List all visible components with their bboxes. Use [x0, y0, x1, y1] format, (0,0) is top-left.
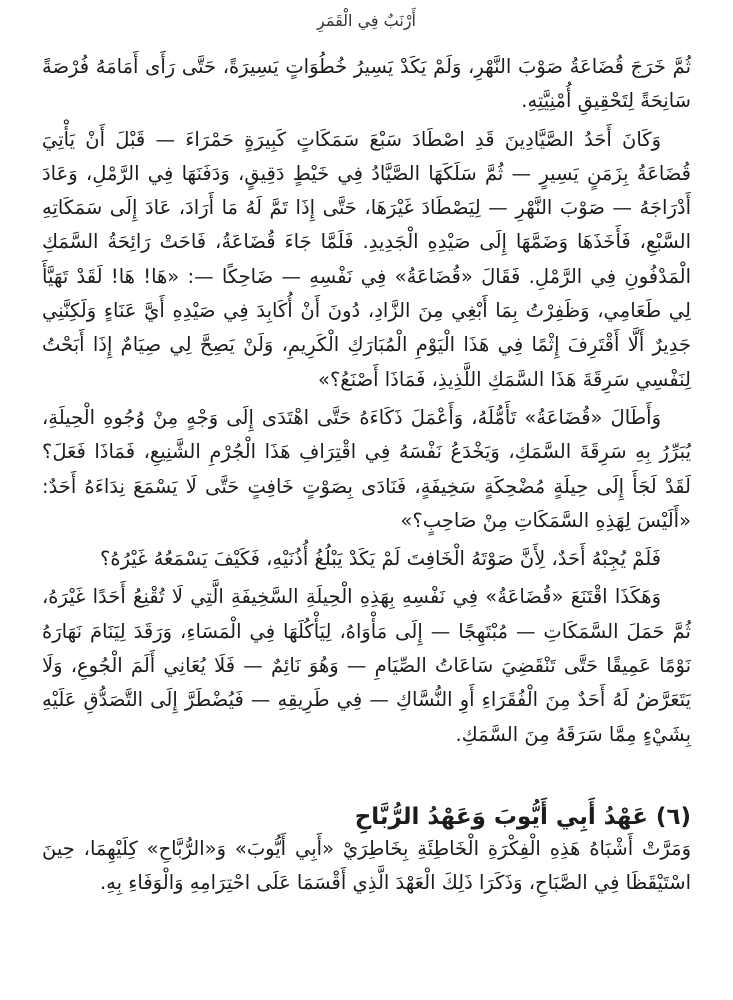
body-text — [42, 50, 691, 756]
section-paragraph: وَمَرَّتْ أَشْبَاهُ هَذِهِ الْفِكْرَةِ الْخَاطِئَةِ بِخَاطِرَيْ «أَبِي أَيُّوبَ» وَ«الرُّبَّاحِ» كِلَيْهِمَا، حِينَ اسْتَيْقَظَا فِي الصَّبَاحِ، وَذَكَرَا ذَلِكَ الْعَهْدَ الَّذِي أَقْسَمَا عَلَى احْتِرَامِهِ وَالْوَفَاءِ بِهِ. — [42, 837, 691, 895]
running-head: أَرْنَبٌ فِي الْقَمَرِ — [317, 11, 416, 30]
paragraph-2: وَكَانَ أَحَدُ الصَّيَّادِينَ قَدِ اصْطَادَ سَبْعَ سَمَكَاتٍ كَبِيرَةٍ حَمْرَاءَ — قَبْلَ أَنْ يَأْتِيَ قُضَاعَةُ بِزَمَنٍ يَسِيرٍ — ثُمَّ سَلَكَهَا الصَّيَّادُ فِي خَيْطٍ دَقِيقٍ، وَدَفَنَهَا فِي الرَّمْلِ، وَعَادَ أَدْرَاجَهُ — صَوْبَ النَّهْرِ — لِيَصْطَادَ غَيْرَهَا، حَتَّى إِذَا تَمَّ لَهُ مَا أَرَادَ، عَادَ إِلَى سَمَكَاتِهِ السَّبْعِ، فَأَخَذَهَا وَضَمَّهَا إِلَى صَيْدِهِ الْجَدِيدِ. فَلَمَّا جَاءَ قُضَاعَةُ، فَاحَتْ رَائِحَةُ السَّمَكِ الْمَدْفُونِ فِي الرَّمْلِ. فَقَالَ «قُضَاعَةُ» فِي نَفْسِهِ — ضَاحِكًا —: «هَا! هَا! لَقَدْ تَهَيَّأَ لِي طَعَامِي، وَظَفِرْتُ بِمَا أَبْغِي مِنَ الزَّادِ، دُونَ أَنْ أُكَابِدَ فِي صَيْدِهِ أَيَّ عَنَاءٍ وَلَكِنَّنِي جَدِيرٌ أَلَّا أَقْتَرِفَ إِثْمًا فِي هَذَا الْيَوْمِ الْمُبَارَكِ الْكَرِيمِ، وَلَنْ يَصِحَّ لِي صِيَامٌ إِذَا أَبَحْتُ لِنَفْسِي سَرِقَةَ هَذَا السَّمَكِ اللَّذِيذِ، فَمَاذَا أَصْنَعُ؟» — [42, 127, 691, 391]
paragraph-3: وَأَطَالَ «قُضَاعَةُ» تَأَمُّلَهُ، وَأَعْمَلَ ذَكَاءَهُ حَتَّى اهْتَدَى إِلَى وَجْهٍ مِنْ وُجُوهِ الْحِيلَةِ، يُبَرِّرُ بِهِ سَرِقَةَ السَّمَكِ، وَيَخْدَعُ نَفْسَهُ فِي اقْتِرَافِ هَذَا الْجُرْمِ الشَّنِيعِ، فَمَاذَا فَعَلَ؟ لَقَدْ لَجَأَ إِلَى حِيلَةٍ مُضْحِكَةٍ سَخِيفَةٍ، فَنَادَى بِصَوْتٍ خَافِتٍ حَتَّى لَا يَسْمَعَ نِدَاءَهُ أَحَدٌ: «أَلَيْسَ لِهَذِهِ السَّمَكَاتِ مِنْ صَاحِبٍ؟» — [42, 405, 691, 532]
section-body — [42, 832, 691, 905]
section-heading: (٦) عَهْدُ أَبِي أَيُّوبَ وَعَهْدُ الرُّبَّاحِ — [354, 804, 691, 831]
paragraph-5: وَهَكَذَا اقْتَنَعَ «قُضَاعَةُ» فِي نَفْسِهِ بِهَذِهِ الْحِيلَةِ السَّخِيفَةِ الَّتِي لَا تُقْنِعُ أَحَدًا غَيْرَهُ، ثُمَّ حَمَلَ السَّمَكَاتِ — مُبْتَهِجًا — إِلَى مَأْوَاهُ، لِيَأْكُلَهَا فِي الْمَسَاءِ، وَرَقَدَ لِيَنَامَ نَهَارَهُ نَوْمًا عَمِيقًا حَتَّى تَنْقَضِيَ سَاعَاتُ الصِّيَامِ — وَهُوَ نَائِمٌ — فَلَا يُعَانِي أَلَمَ الْجُوعِ، وَلَا يَتَعَرَّضُ لَهُ أَحَدٌ مِنَ الْفُقَرَاءِ أَوِ النُّسَّاكِ — فِي طَرِيقِهِ — فَيُضْطَرَّ إِلَى التَّصَدُّقِ عَلَيْهِ بِشَيْءٍ مِمَّا سَرَقَهُ مِنَ السَّمَكِ. — [42, 585, 691, 746]
paragraph-4: فَلَمْ يُجِبْهُ أَحَدٌ، لِأَنَّ صَوْتَهُ الْخَافِتَ لَمْ يَكَدْ يَبْلُغُ أُذُنَيْهِ، فَكَيْفَ يَسْمَعُهُ غَيْرُهُ؟ — [100, 547, 661, 571]
paragraph-1: ثُمَّ خَرَجَ قُضَاعَةُ صَوْبَ النَّهْرِ، وَلَمْ يَكَدْ يَسِيرُ خُطُوَاتٍ يَسِيرَةً، حَتَّى رَأَى أَمَامَهُ فُرْصَةً سَانِحَةً لِتَحْقِيقِ أُمْنِيَّتِهِ. — [42, 55, 691, 113]
